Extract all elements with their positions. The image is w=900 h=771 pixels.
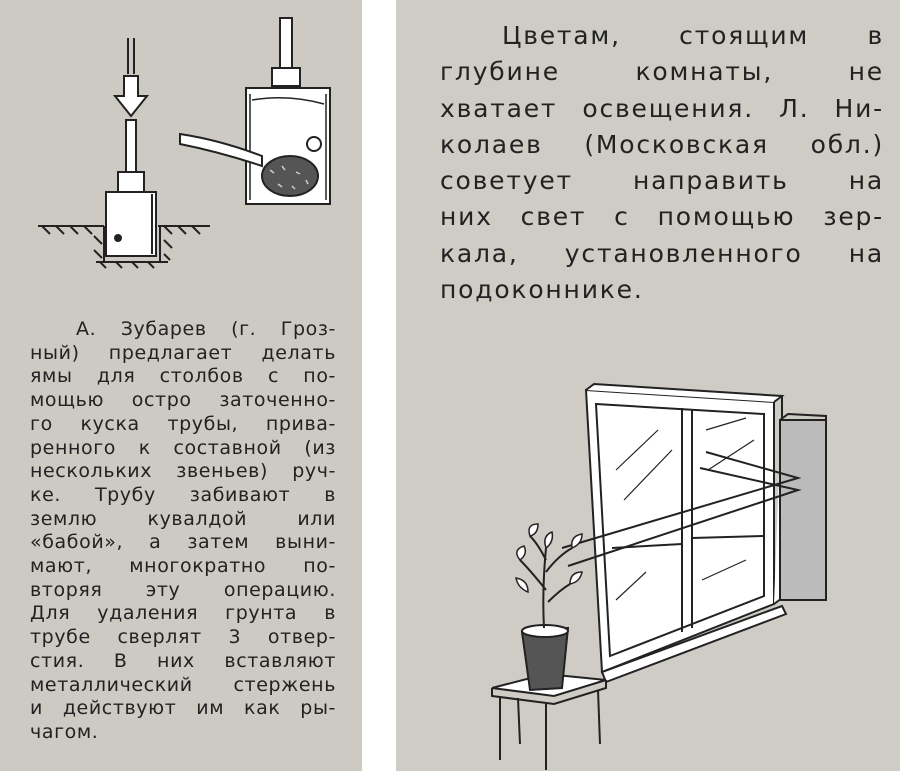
plant-leaves — [516, 524, 582, 592]
text-line: го куска трубы, прива- — [30, 412, 336, 435]
stool-legs — [500, 690, 600, 770]
text-line: ренного к составной (из — [30, 436, 336, 459]
text-line: и действуют им как ры- — [30, 697, 336, 720]
text-line: мают, многократно по- — [30, 555, 336, 578]
rod — [126, 120, 136, 172]
text-line: мощью остро заточенно- — [30, 389, 336, 412]
down-arrow-icon — [115, 76, 147, 116]
text-line: глубине комнаты, не — [440, 57, 884, 87]
left-clipping — [0, 0, 362, 771]
text-line: ке. Трубу забивают в — [30, 483, 336, 506]
side-hole — [307, 137, 321, 151]
text-line: металлический стержень — [30, 673, 336, 696]
detail-rod — [280, 18, 292, 68]
window-sill — [602, 606, 786, 682]
text-line: чагом. — [30, 720, 99, 743]
coupling — [118, 172, 144, 192]
text-line: хватает освещения. Л. Ни- — [440, 93, 884, 123]
plant-stem — [520, 536, 572, 628]
text-line: землю кувалдой или — [30, 507, 336, 530]
window-mullion — [682, 408, 692, 632]
pipe-in-ground — [106, 192, 156, 256]
detail-coupling — [272, 68, 300, 86]
text-line: ямы для столбов с по- — [30, 365, 336, 388]
text-line: подоконнике. — [440, 275, 644, 305]
text-line: них свет с помощью зер- — [440, 202, 884, 232]
text-line: колаев (Московская обл.) — [440, 129, 884, 159]
text-line: А. Зубарев (г. Гроз- — [76, 318, 336, 340]
text-line: кала, установленного на — [440, 238, 884, 268]
window-frame — [586, 390, 774, 672]
right-clipping — [396, 0, 900, 771]
text-line: советует направить на — [440, 166, 884, 196]
text-line: стия. В них вставляют — [30, 649, 336, 672]
light-ray — [568, 468, 798, 566]
text-line: ный) предлагает делать — [30, 341, 336, 364]
text-line: Для удаления грунта в — [30, 602, 336, 625]
right-article-text — [440, 18, 884, 308]
text-line: трубе сверлят 3 отвер- — [30, 626, 336, 649]
text-line: «бабой», а затем выни- — [30, 531, 336, 554]
left-article-text — [30, 318, 336, 745]
light-ray — [562, 452, 798, 548]
text-line: нескольких звеньев) руч- — [30, 460, 336, 483]
text-line: вторяя эту операцию. — [30, 578, 336, 601]
pipe-digger-illustration — [0, 0, 362, 300]
flower-pot — [522, 628, 568, 690]
mirror — [780, 420, 826, 600]
soil-clump — [262, 156, 318, 196]
stool-top — [492, 674, 606, 696]
text-line: Цветам, стоящим в — [502, 21, 884, 50]
